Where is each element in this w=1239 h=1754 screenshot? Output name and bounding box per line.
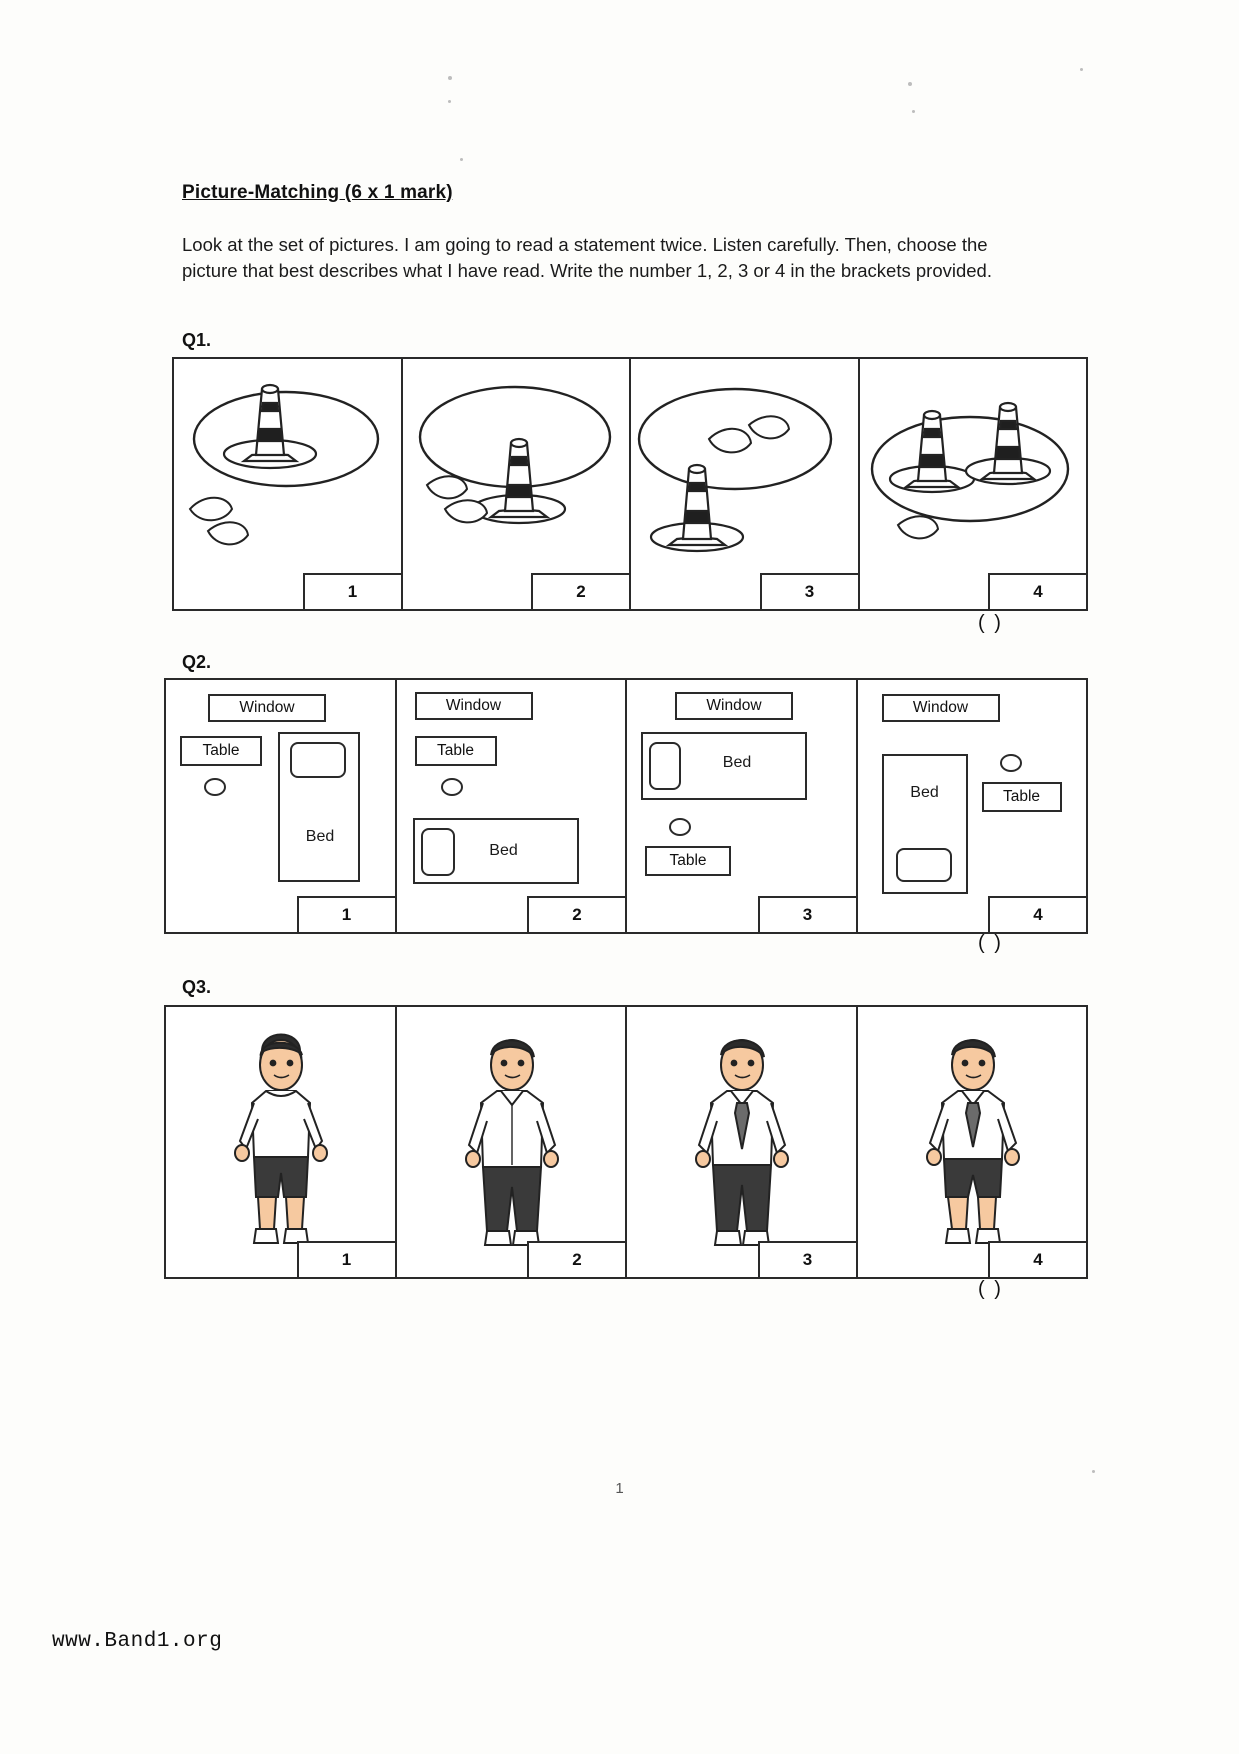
q1-option-1[interactable] bbox=[174, 359, 403, 609]
q1-illustration-4 bbox=[860, 359, 1087, 605]
question-q2-options bbox=[164, 678, 1088, 934]
q1-illustration-3 bbox=[631, 359, 859, 605]
q1-illustration-1 bbox=[174, 359, 402, 605]
question-label-q1: Q1. bbox=[182, 330, 212, 350]
q3-number-3: 3 bbox=[758, 1241, 858, 1277]
q3-option-1[interactable] bbox=[166, 1007, 397, 1277]
q2-1-table-label: Table bbox=[180, 736, 262, 766]
q2-option-2[interactable] bbox=[397, 680, 628, 932]
scan-speck bbox=[448, 76, 452, 80]
q2-number-3: 3 bbox=[758, 896, 858, 932]
q2-answer-brackets[interactable]: ( ) bbox=[978, 932, 1003, 954]
q2-4-stool-icon bbox=[1000, 754, 1022, 772]
q3-illustration-2 bbox=[397, 1007, 627, 1273]
q2-4-bed-label: Bed bbox=[910, 784, 939, 801]
scan-speck bbox=[460, 158, 463, 161]
q2-2-stool-icon bbox=[441, 778, 463, 796]
q2-1-pillow-shape bbox=[290, 742, 346, 778]
question-q1-options bbox=[172, 357, 1088, 611]
q2-1-stool-icon bbox=[204, 778, 226, 796]
q2-3-pillow-shape bbox=[649, 742, 681, 790]
q3-number-1: 1 bbox=[297, 1241, 397, 1277]
page-title: Picture-Matching (6 x 1 mark) bbox=[182, 182, 453, 203]
scan-speck bbox=[1092, 1470, 1095, 1473]
q2-number-2: 2 bbox=[527, 896, 627, 932]
q2-4-window-label: Window bbox=[882, 694, 1000, 722]
q2-4-pillow-shape bbox=[896, 848, 952, 882]
q2-3-table-label: Table bbox=[645, 846, 731, 876]
page-number: 1 bbox=[615, 1480, 624, 1497]
q2-3-window-label: Window bbox=[675, 692, 793, 720]
q2-number-1: 1 bbox=[297, 896, 397, 932]
q2-2-pillow-shape bbox=[421, 828, 455, 876]
q1-option-3[interactable] bbox=[631, 359, 860, 609]
site-watermark: www.Band1.org bbox=[52, 1630, 223, 1653]
q1-number-1: 1 bbox=[303, 573, 403, 609]
q1-option-2[interactable] bbox=[403, 359, 632, 609]
q2-2-bed-label: Bed bbox=[489, 842, 518, 859]
q3-option-4[interactable] bbox=[858, 1007, 1087, 1277]
q1-number-2: 2 bbox=[531, 573, 631, 609]
scan-speck bbox=[908, 82, 912, 86]
q3-illustration-1 bbox=[166, 1007, 396, 1273]
q2-3-bed-label: Bed bbox=[722, 754, 752, 771]
instructions-text: Look at the set of pictures. I am going to read a statement twice. Listen carefully. Then, choose the picture that best describes what I have read. Write the number 1, 2, 3 or 4 in the brackets provided. bbox=[182, 234, 992, 281]
q3-number-4: 4 bbox=[988, 1241, 1086, 1277]
q3-illustration-3 bbox=[627, 1007, 857, 1273]
q2-option-3[interactable] bbox=[627, 680, 858, 932]
q1-illustration-2 bbox=[403, 359, 631, 605]
question-label-q3: Q3. bbox=[182, 977, 212, 997]
q3-option-2[interactable] bbox=[397, 1007, 628, 1277]
q3-number-2: 2 bbox=[527, 1241, 627, 1277]
q2-4-table-label: Table bbox=[982, 782, 1062, 812]
scan-speck bbox=[1080, 68, 1083, 71]
q3-illustration-4 bbox=[858, 1007, 1087, 1273]
q2-2-window-label: Window bbox=[415, 692, 533, 720]
question-label-q2: Q2. bbox=[182, 652, 212, 672]
q1-option-4[interactable] bbox=[860, 359, 1087, 609]
q2-1-window-label: Window bbox=[208, 694, 326, 722]
question-q3-options bbox=[164, 1005, 1088, 1279]
q1-number-3: 3 bbox=[760, 573, 860, 609]
q2-2-table-label: Table bbox=[415, 736, 497, 766]
q2-option-1[interactable] bbox=[166, 680, 397, 932]
q1-answer-brackets[interactable]: ( ) bbox=[978, 612, 1003, 634]
scan-speck bbox=[448, 100, 451, 103]
q2-1-bed-label: Bed bbox=[305, 828, 335, 845]
q2-3-stool-icon bbox=[669, 818, 691, 836]
scan-speck bbox=[912, 110, 915, 113]
q1-number-4: 4 bbox=[988, 573, 1086, 609]
q2-number-4: 4 bbox=[988, 896, 1086, 932]
q3-option-3[interactable] bbox=[627, 1007, 858, 1277]
q2-option-4[interactable] bbox=[858, 680, 1087, 932]
q3-answer-brackets[interactable]: ( ) bbox=[978, 1278, 1003, 1300]
